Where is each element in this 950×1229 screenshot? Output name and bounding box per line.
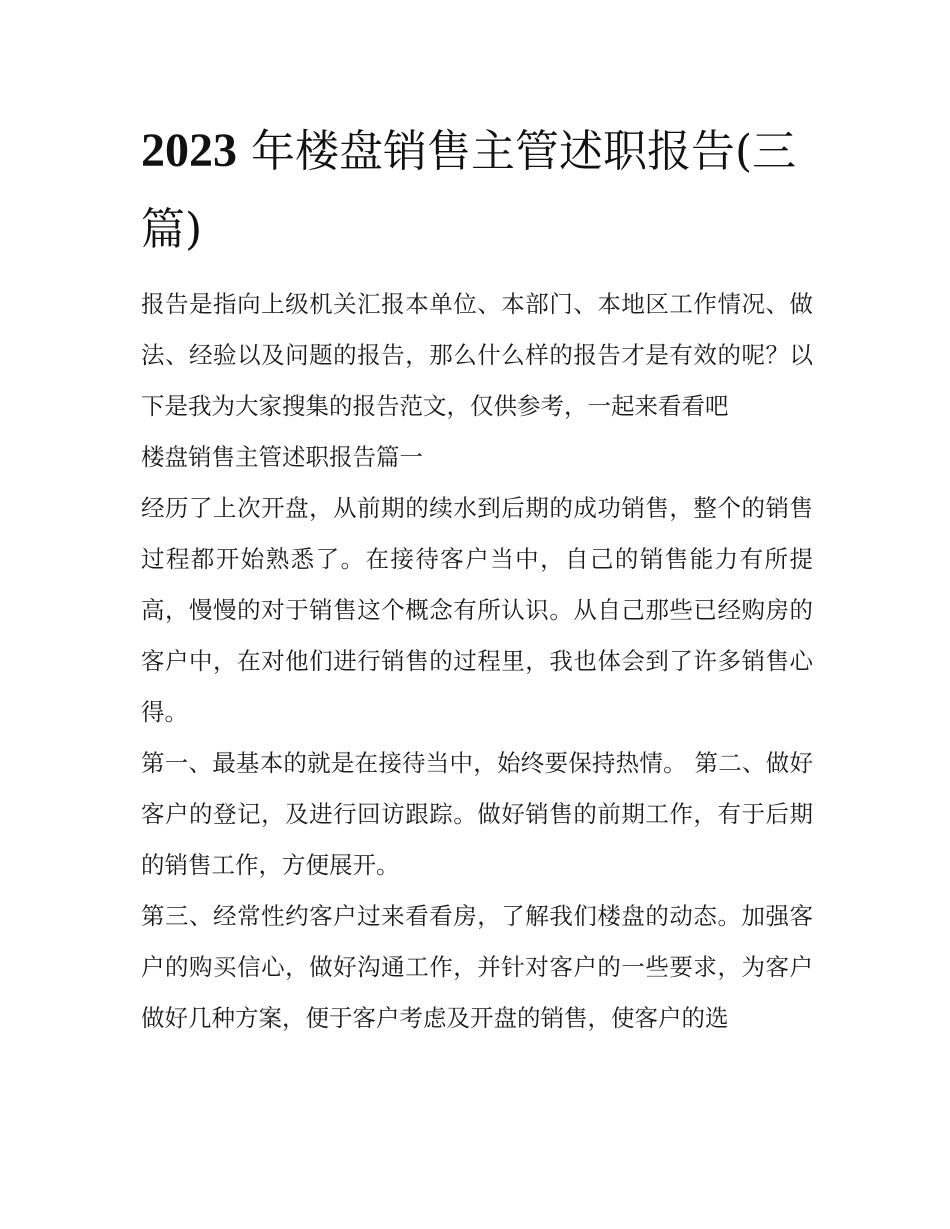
document-title bbox=[141, 112, 821, 269]
body-paragraph: 第一、最基本的就是在接待当中，始终要保持热情。 第二、做好客户的登记，及进行回访跟踪。做好销售的前期工作，有于后期的销售工作，方便展开。 bbox=[141, 749, 813, 879]
body-paragraph: 第三、经常性约客户过来看看房，了解我们楼盘的动态。加强客户的购买信心，做好沟通工作，并针对客户的一些要求，为客户做好几种方案，便于客户考虑及开盘的销售，使客户的选 bbox=[141, 902, 813, 1032]
title-text: 年楼盘销售主管述职报告(三篇) bbox=[141, 126, 797, 255]
section-heading: 楼盘销售主管述职报告篇一 bbox=[141, 443, 423, 471]
body-paragraph: 经历了上次开盘，从前期的续水到后期的成功销售，整个的销售过程都开始熟悉了。在接待客户当中，自己的销售能力有所提高，慢慢的对于销售这个概念有所认识。从自己那些已经购房的客户中，在对他们进行销售的过程里，我也体会到了许多销售心得。 bbox=[141, 494, 813, 726]
intro-paragraph: 报告是指向上级机关汇报本单位、本部门、本地区工作情况、做法、经验以及问题的报告，那么什么样的报告才是有效的呢？以下是我为大家搜集的报告范文，仅供参考，一起来看看吧 bbox=[141, 290, 813, 420]
document-body bbox=[141, 279, 813, 1044]
title-year: 2023 bbox=[141, 124, 237, 177]
